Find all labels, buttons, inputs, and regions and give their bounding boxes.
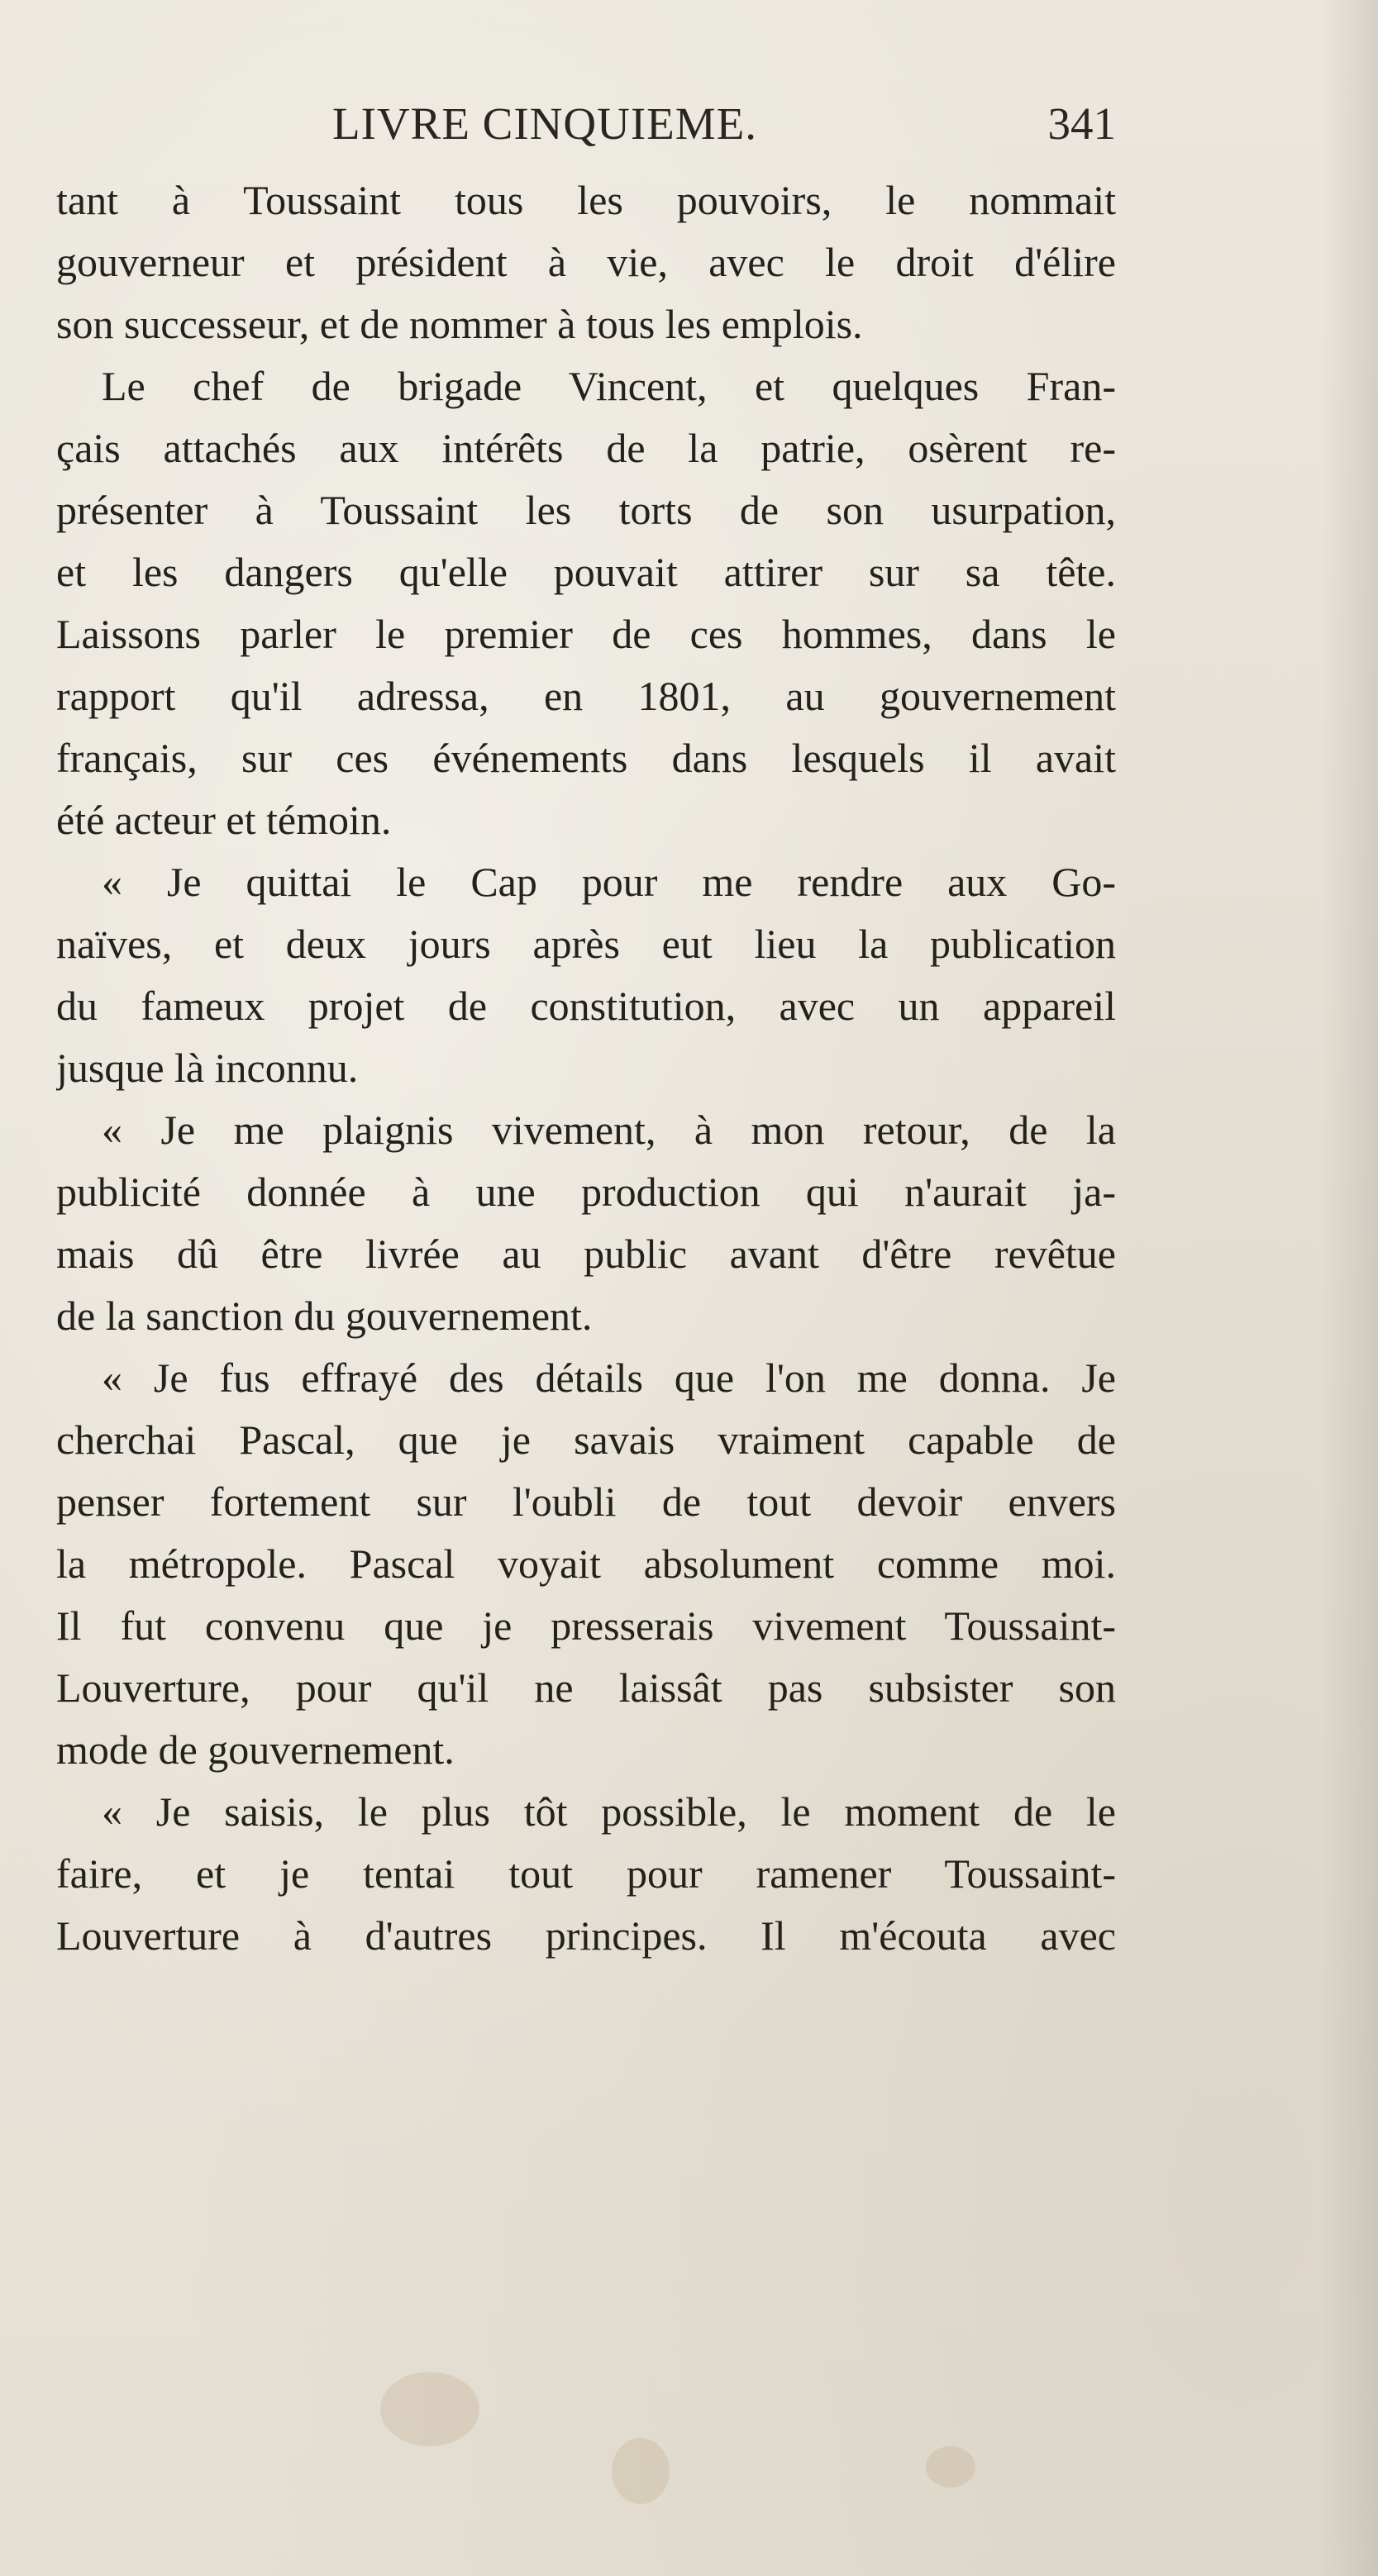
text-line: Le chef de brigade Vincent, et quelques Fran- [102, 363, 1116, 409]
text-line: publicité donnée à une production qui n'aurait ja- [56, 1169, 1116, 1215]
text-line: « Je quittai le Cap pour me rendre aux Go- [102, 859, 1116, 905]
text-line: penser fortement sur l'oubli de tout devoir envers [56, 1478, 1116, 1525]
text-line: Louverture à d'autres principes. Il m'écouta avec [56, 1912, 1116, 1959]
text-line: faire, et je tentai tout pour ramener Toussaint- [56, 1850, 1116, 1897]
text-line: mode de gouvernement. [56, 1726, 455, 1773]
text-line: rapport qu'il adressa, en 1801, au gouvernement [56, 673, 1116, 719]
body-text [56, 169, 1116, 1967]
text-line: du fameux projet de constitution, avec un appareil [56, 983, 1116, 1029]
text-line: Laissons parler le premier de ces hommes, dans le [56, 611, 1116, 657]
text-line: naïves, et deux jours après eut lieu la publication [56, 921, 1116, 967]
text-line: français, sur ces événements dans lesquels il avait [56, 735, 1116, 781]
page-gutter-shadow [1320, 0, 1378, 2576]
page-number: 341 [1047, 98, 1116, 149]
text-line: mais dû être livrée au public avant d'être revêtue [56, 1231, 1116, 1277]
text-line: « Je fus effrayé des détails que l'on me donna. Je [102, 1355, 1116, 1401]
text-line: présenter à Toussaint les torts de son usurpation, [56, 487, 1116, 533]
text-line: Il fut convenu que je presserais vivement Toussaint- [56, 1602, 1116, 1649]
foxing-stain [380, 2372, 479, 2446]
foxing-stain [612, 2438, 670, 2504]
foxing-stain [926, 2446, 975, 2488]
running-header [50, 98, 1116, 164]
text-line: Louverture, pour qu'il ne laissât pas subsister son [56, 1664, 1116, 1711]
text-line: çais attachés aux intérêts de la patrie, osèrent re- [56, 425, 1116, 471]
text-line: été acteur et témoin. [56, 797, 392, 843]
text-line: et les dangers qu'elle pouvait attirer sur sa tête. [56, 549, 1116, 595]
text-line: son successeur, et de nommer à tous les emplois. [56, 301, 863, 347]
text-line: tant à Toussaint tous les pouvoirs, le nommait [56, 177, 1116, 223]
text-line: « Je me plaignis vivement, à mon retour, de la [102, 1107, 1116, 1153]
text-line: « Je saisis, le plus tôt possible, le moment de le [102, 1788, 1116, 1835]
text-line: de la sanction du gouvernement. [56, 1293, 593, 1339]
chapter-title: LIVRE CINQUIEME. [332, 98, 757, 149]
text-line: jusque là inconnu. [56, 1045, 359, 1091]
text-line: la métropole. Pascal voyait absolument comme moi. [56, 1540, 1116, 1587]
text-line: cherchai Pascal, que je savais vraiment capable de [56, 1417, 1116, 1463]
text-line: gouverneur et président à vie, avec le droit d'élire [56, 239, 1116, 285]
